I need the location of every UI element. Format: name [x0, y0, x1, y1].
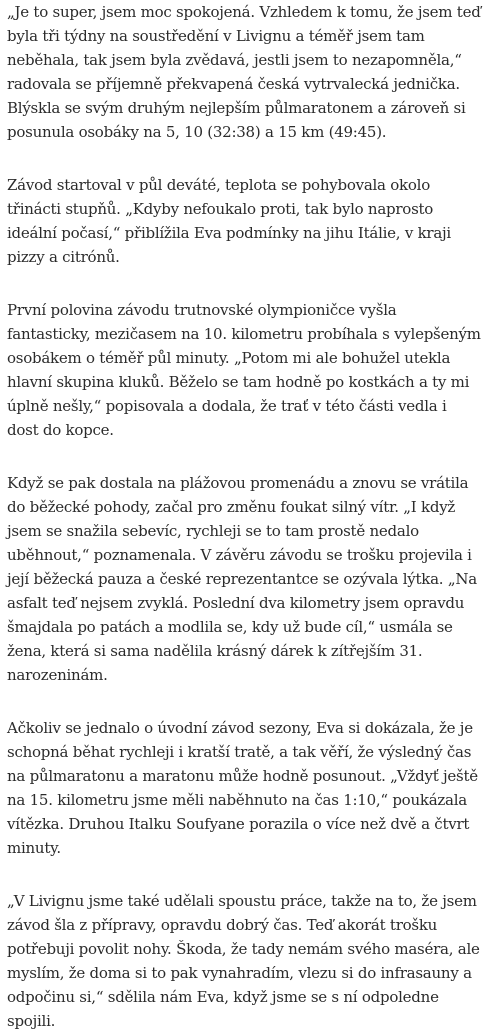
article-paragraph-6: „V Livignu jsme také udělali spoustu práce, takže na to, že jsem závod šla z přípravy, opravdu dobrý čas. Teď akorát trošku potřebuji povolit nohy. Škoda, že tady nemám svého maséra, ale myslím, že doma si to pak vynahradím, vlezu si do infrasauny a odpočinu si,“ sdělila nám Eva, když jsme se s ní odpoledne spojili.	[7, 892, 480, 1030]
article-paragraph-3: První polovina závodu trutnovské olympioničce vyšla fantasticky, mezičasem na 10. kilometru probíhala s vylepšeným osobákem o téměř půl minuty. „Potom mi ale bohužel utekla hlavní skupina kluků. Běželo se tam hodně po kostkách a ty mi úplně nešly,“ popisovala a dodala, že trať v této části vedla i dost do kopce.	[7, 301, 481, 439]
article-paragraph-5: Ačkoliv se jednalo o úvodní závod sezony, Eva si dokázala, že je schopná běhat rychleji i kratší tratě, a tak věří, že výsledný čas na půlmaratonu a maratonu může hodně posunout. „Vždyť ještě na 15. kilometru jsme měli naběhnuto na čas 1:10,“ poukázala vítězka. Druhou Italku Soufyane porazila o více než dvě a čtvrt minuty.	[7, 719, 478, 857]
article-paragraph-4: Když se pak dostala na plážovou promenádu a znovu se vrátila do běžecké pohody, začal pro změnu foukat silný vítr. „I když jsem se snažila sebevíc, rychleji se to tam prostě nedalo uběhnout,“ poznamenala. V závěru závodu se trošku projevila i její běžecká pauza a české reprezentantce se ozývala lýtka. „Na asfalt teď nejsem zvyklá. Poslední dva kilometry jsem opravdu šmajdala po patách a modlila se, kdy už bude cíl,“ usmála se žena, která si sama nadělila krásný dárek k zítřejším 31. narozeninám.	[7, 474, 477, 684]
article-paragraph-2: Závod startoval v půl deváté, teplota se pohybovala okolo třinácti stupňů. „Kdyby nefoukalo proti, tak bylo naprosto ideální počasí,“ přiblížila Eva podmínky na jihu Itálie, v kraji pizzy a citrónů.	[7, 176, 451, 266]
article-paragraph-1: „Je to super, jsem moc spokojená. Vzhledem k tomu, že jsem teď byla tři týdny na soustředění v Livignu a téměř jsem tam neběhala, tak jsem byla zvědavá, jestli jsem to nezapomněla,“ radovala se příjemně překvapená česká vytrvalecká jednička. Blýskla se svým druhým nejlepším půlmaratonem a zároveň si posunula osobáky na 5, 10 (32:38) a 15 km (49:45).	[7, 3, 481, 141]
